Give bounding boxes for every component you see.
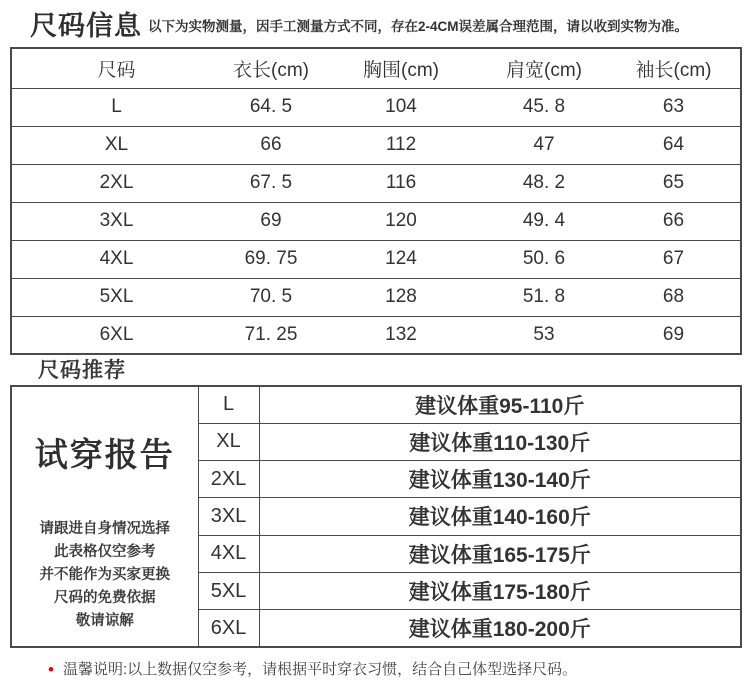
measure-cell: 71. 25 [221, 316, 321, 354]
size-label-cell: 2XL [11, 164, 221, 202]
measure-cell: 70. 5 [221, 278, 321, 316]
measure-cell: 50. 6 [481, 240, 607, 278]
measure-cell: 124 [321, 240, 481, 278]
measure-cell: 67 [607, 240, 741, 278]
measure-cell: 132 [321, 316, 481, 354]
fitting-report-panel [11, 386, 198, 647]
fitting-report-note-line-0: 请跟进自身情况选择 [39, 521, 170, 537]
fitting-report-panel-inner [12, 387, 198, 633]
size-table-header-cell-3: 肩宽(cm) [506, 59, 582, 81]
page-title: 尺码信息 [30, 11, 142, 41]
table-row [11, 240, 741, 278]
measure-cell: 45. 8 [481, 88, 607, 126]
size-table-head [11, 48, 741, 88]
size-label-cell: 4XL [198, 535, 259, 572]
footer-note-text: 温馨说明:以上数据仅空参考，请根据平时穿衣习惯，结合自己体型选择尺码。 [62, 661, 578, 678]
measure-cell: 116 [321, 164, 481, 202]
measure-cell: 65 [607, 164, 741, 202]
table-row [11, 164, 741, 202]
header [0, 0, 750, 46]
size-table [10, 47, 742, 355]
measure-cell: 64. 5 [221, 88, 321, 126]
measure-cell: 64 [607, 126, 741, 164]
table-row [11, 202, 741, 240]
measure-cell: 67. 5 [221, 164, 321, 202]
weight-recommendation-cell: 建议体重175-180斤 [259, 572, 741, 609]
size-table-header-cell-0: 尺码 [97, 59, 136, 81]
table-row [11, 88, 741, 126]
fitting-report-notes [40, 518, 171, 633]
table-row [11, 316, 741, 354]
size-label-cell: 2XL [198, 461, 259, 498]
measure-cell: 51. 8 [481, 278, 607, 316]
size-table-header-cell-4: 袖长(cm) [635, 59, 712, 81]
size-table-header-row [11, 48, 741, 88]
table-row [11, 386, 741, 423]
measure-cell: 68 [607, 278, 741, 316]
measure-cell: 63 [607, 88, 741, 126]
measure-cell: 69. 75 [221, 240, 321, 278]
weight-recommendation-cell: 建议体重165-175斤 [259, 535, 741, 572]
measure-cell: 49. 4 [481, 202, 607, 240]
fitting-report-note-line-4: 敬请谅解 [75, 613, 134, 629]
recommend-heading: 尺码推荐 [38, 359, 126, 382]
table-row [11, 278, 741, 316]
measure-cell: 104 [321, 88, 481, 126]
table-row [11, 126, 741, 164]
measure-cell: 112 [321, 126, 481, 164]
fitting-report-note-line-3: 尺码的免费依据 [54, 590, 156, 606]
measure-cell: 66 [221, 126, 321, 164]
size-table-header-cell-2: 胸围(cm) [363, 59, 439, 81]
size-label-cell: L [11, 88, 221, 126]
weight-recommendation-cell: 建议体重130-140斤 [259, 461, 741, 498]
red-bullet-icon: • [48, 660, 54, 679]
weight-recommendation-cell: 建议体重140-160斤 [259, 498, 741, 535]
fitting-report-title: 试穿报告 [34, 436, 175, 473]
measure-cell: 47 [481, 126, 607, 164]
measure-cell: 66 [607, 202, 741, 240]
measure-cell: 128 [321, 278, 481, 316]
fitting-report-note-line-1: 此表格仅空参考 [54, 544, 156, 560]
recommend-table [10, 385, 742, 648]
size-label-cell: 6XL [11, 316, 221, 354]
measure-cell: 120 [321, 202, 481, 240]
measure-cell: 48. 2 [481, 164, 607, 202]
size-table-body [11, 88, 741, 354]
weight-recommendation-cell: 建议体重180-200斤 [259, 610, 741, 647]
size-label-cell: 5XL [11, 278, 221, 316]
size-label-cell: 3XL [198, 498, 259, 535]
size-label-cell: 4XL [11, 240, 221, 278]
size-label-cell: XL [11, 126, 221, 164]
size-label-cell: L [198, 386, 259, 423]
recommend-table-body [11, 386, 741, 647]
weight-recommendation-cell: 建议体重95-110斤 [415, 394, 585, 418]
measure-cell: 69 [221, 202, 321, 240]
measure-cell: 69 [607, 316, 741, 354]
header-subtitle: 以下为实物测量，因手工测量方式不同，存在2-4CM误差属合理范围，请以收到实物为准。 [148, 19, 689, 34]
fitting-report-note-line-2: 并不能作为买家更换 [39, 567, 170, 583]
size-label-cell: XL [198, 423, 259, 460]
footer-note [48, 658, 577, 680]
weight-recommendation-cell: 建议体重110-130斤 [259, 423, 741, 460]
size-label-cell: 5XL [198, 572, 259, 609]
size-label-cell: 6XL [198, 610, 259, 647]
size-label-cell: 3XL [11, 202, 221, 240]
size-table-header-cell-1: 衣长(cm) [233, 59, 309, 81]
measure-cell: 53 [481, 316, 607, 354]
